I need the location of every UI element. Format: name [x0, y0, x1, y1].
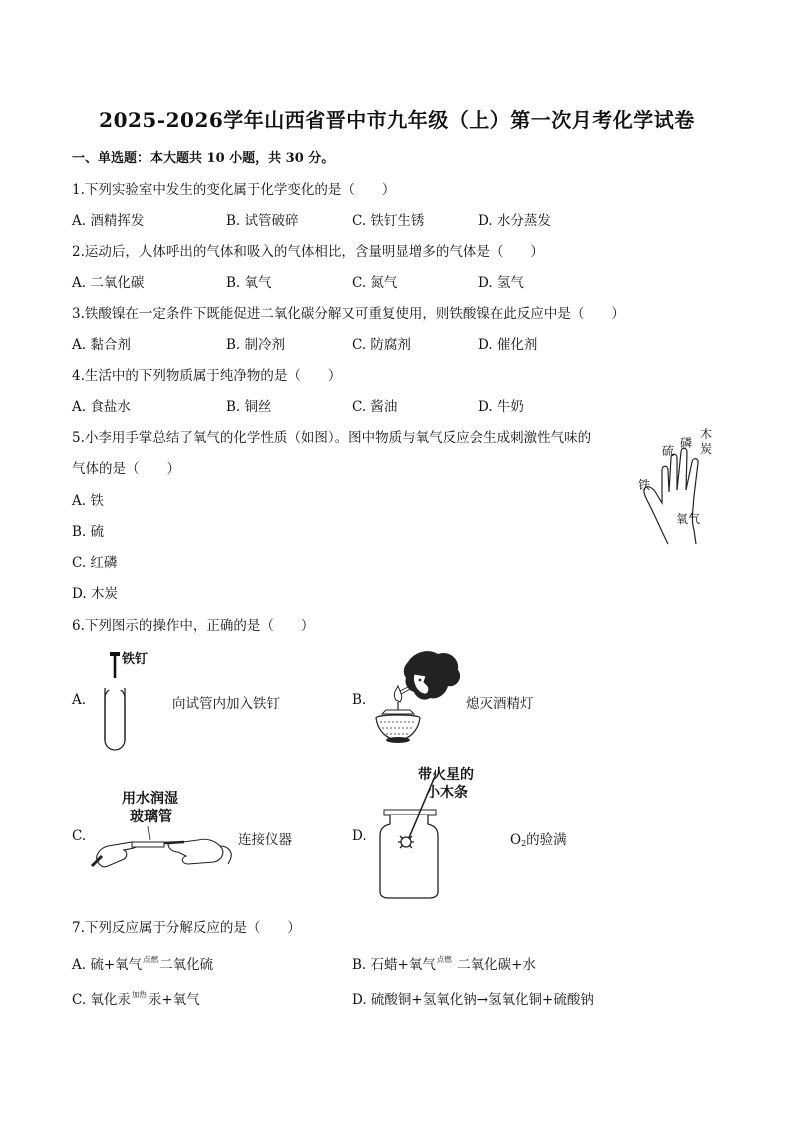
- question-7-stem: 7.下列反应属于分解反应的是（ ）: [72, 920, 301, 936]
- section-heading: 一、单选题：本大题共 10 小题，共 30 分。: [72, 151, 335, 166]
- q2-option-c[interactable]: C. 氮气: [352, 275, 398, 291]
- hand-label-carbon-2: 炭: [700, 442, 713, 456]
- q7-option-d[interactable]: [352, 988, 594, 1008]
- q3-option-a[interactable]: A. 黏合剂: [72, 337, 131, 353]
- q7-c-products: 汞+氧气: [147, 992, 200, 1008]
- q5-option-c[interactable]: C. 红磷: [72, 555, 118, 571]
- question-6-stem: 6.下列图示的操作中，正确的是（ ）: [72, 618, 315, 634]
- hand-figure: [634, 422, 734, 552]
- question-4-stem: 4.生活中的下列物质属于纯净物的是（ ）: [72, 368, 342, 384]
- q6-d-fig-label-2: 小木条: [426, 785, 468, 801]
- q6-figure-b: [368, 648, 464, 750]
- q3-option-b[interactable]: B. 制冷剂: [226, 337, 286, 353]
- q7-c-reactants: C. 氧化汞: [72, 992, 131, 1008]
- q5-option-d[interactable]: D. 木炭: [72, 586, 118, 602]
- q6-option-b-caption: 熄灭酒精灯: [466, 696, 534, 712]
- q6-option-b-letter[interactable]: B.: [352, 692, 367, 708]
- q6-c-fig-label-1: 用水润湿: [122, 791, 178, 807]
- hand-label-phosphorus: 磷: [680, 436, 693, 450]
- q6-option-c-caption: 连接仪器: [238, 832, 292, 848]
- q6-option-d-caption: [510, 828, 567, 848]
- q2-option-d[interactable]: D. 氢气: [478, 275, 524, 291]
- q5-option-b[interactable]: B. 硫: [72, 524, 105, 540]
- q7-a-products: 二氧化硫: [159, 957, 214, 973]
- q2-option-a[interactable]: A. 二氧化碳: [72, 275, 145, 291]
- q6-figure-c: [88, 786, 236, 876]
- q7-d-equation: D. 硫酸铜+氢氧化钠→氢氧化铜+硫酸钠: [352, 992, 594, 1008]
- hand-label-sulfur: 硫: [662, 444, 675, 458]
- question-5-stem-line2: 气体的是（ ）: [72, 461, 180, 477]
- question-2-stem: 2.运动后，人体呼出的气体和吸入的气体相比，含量明显增多的气体是（ ）: [72, 244, 544, 260]
- q1-option-d[interactable]: D. 水分蒸发: [478, 213, 551, 229]
- q1-option-c[interactable]: C. 铁钉生锈: [352, 213, 425, 229]
- q4-option-a[interactable]: A. 食盐水: [72, 399, 131, 415]
- q6-option-a-caption: 向试管内加入铁钉: [172, 696, 280, 712]
- hand-label-carbon-1: 木: [700, 427, 713, 441]
- q7-a-condition: 点燃: [143, 955, 159, 964]
- q6-d-fig-label-1: 带火星的: [418, 767, 474, 783]
- question-5-stem-line1: 5.小李用手掌总结了氧气的化学性质（如图）。图中物质与氧气反应会生成刺激性气味的: [72, 430, 592, 446]
- q7-option-a[interactable]: [72, 953, 213, 973]
- q1-option-b[interactable]: B. 试管破碎: [226, 213, 299, 229]
- page-title: 2025-2026学年山西省晋中市九年级（上）第一次月考化学试卷: [99, 108, 695, 132]
- q6-d-caption-o: O: [510, 832, 522, 848]
- q4-option-c[interactable]: C. 酱油: [352, 399, 398, 415]
- question-1-stem: 1.下列实验室中发生的变化属于化学变化的是（ ）: [72, 182, 396, 198]
- q4-option-b[interactable]: B. 铜丝: [226, 399, 272, 415]
- q2-option-b[interactable]: B. 氧气: [226, 275, 272, 291]
- q7-option-c[interactable]: [72, 988, 200, 1008]
- q7-c-condition: 加热: [131, 990, 147, 999]
- q6-c-fig-label-2: 玻璃管: [130, 809, 172, 825]
- q3-option-c[interactable]: C. 防腐剂: [352, 337, 411, 353]
- q7-a-reactants: A. 硫+氧气: [72, 957, 143, 973]
- q6-option-d-letter[interactable]: D.: [352, 828, 367, 844]
- q4-option-d[interactable]: D. 牛奶: [478, 399, 524, 415]
- q6-figure-a: [96, 644, 166, 754]
- question-3-stem: 3.铁酸镍在一定条件下既能促进二氧化碳分解又可重复使用，则铁酸镍在此反应中是（ ）: [72, 306, 625, 322]
- q6-figure-d: [372, 764, 492, 904]
- q5-option-a[interactable]: A. 铁: [72, 493, 104, 509]
- q6-option-c-letter[interactable]: C.: [72, 828, 87, 844]
- q7-option-b[interactable]: [352, 953, 536, 973]
- q7-b-reactants: B. 石蜡+氧气: [352, 957, 436, 973]
- hand-label-oxygen: 氧气: [676, 512, 701, 526]
- hand-label-iron: 铁: [638, 478, 651, 492]
- q6-option-a-letter[interactable]: A.: [72, 692, 87, 708]
- q7-b-condition: 点燃: [436, 955, 452, 964]
- blowing-alcohol-lamp-drawing: [368, 648, 464, 750]
- q7-b-products: 二氧化碳+水: [452, 957, 536, 973]
- q6-a-fig-label-nail: 铁钉: [122, 652, 149, 667]
- q3-option-d[interactable]: D. 催化剂: [478, 337, 538, 353]
- q1-option-a[interactable]: A. 酒精挥发: [72, 213, 145, 229]
- q6-d-caption-suffix: 的验满: [526, 832, 567, 848]
- q6-d-caption-subscript: 2: [521, 839, 527, 848]
